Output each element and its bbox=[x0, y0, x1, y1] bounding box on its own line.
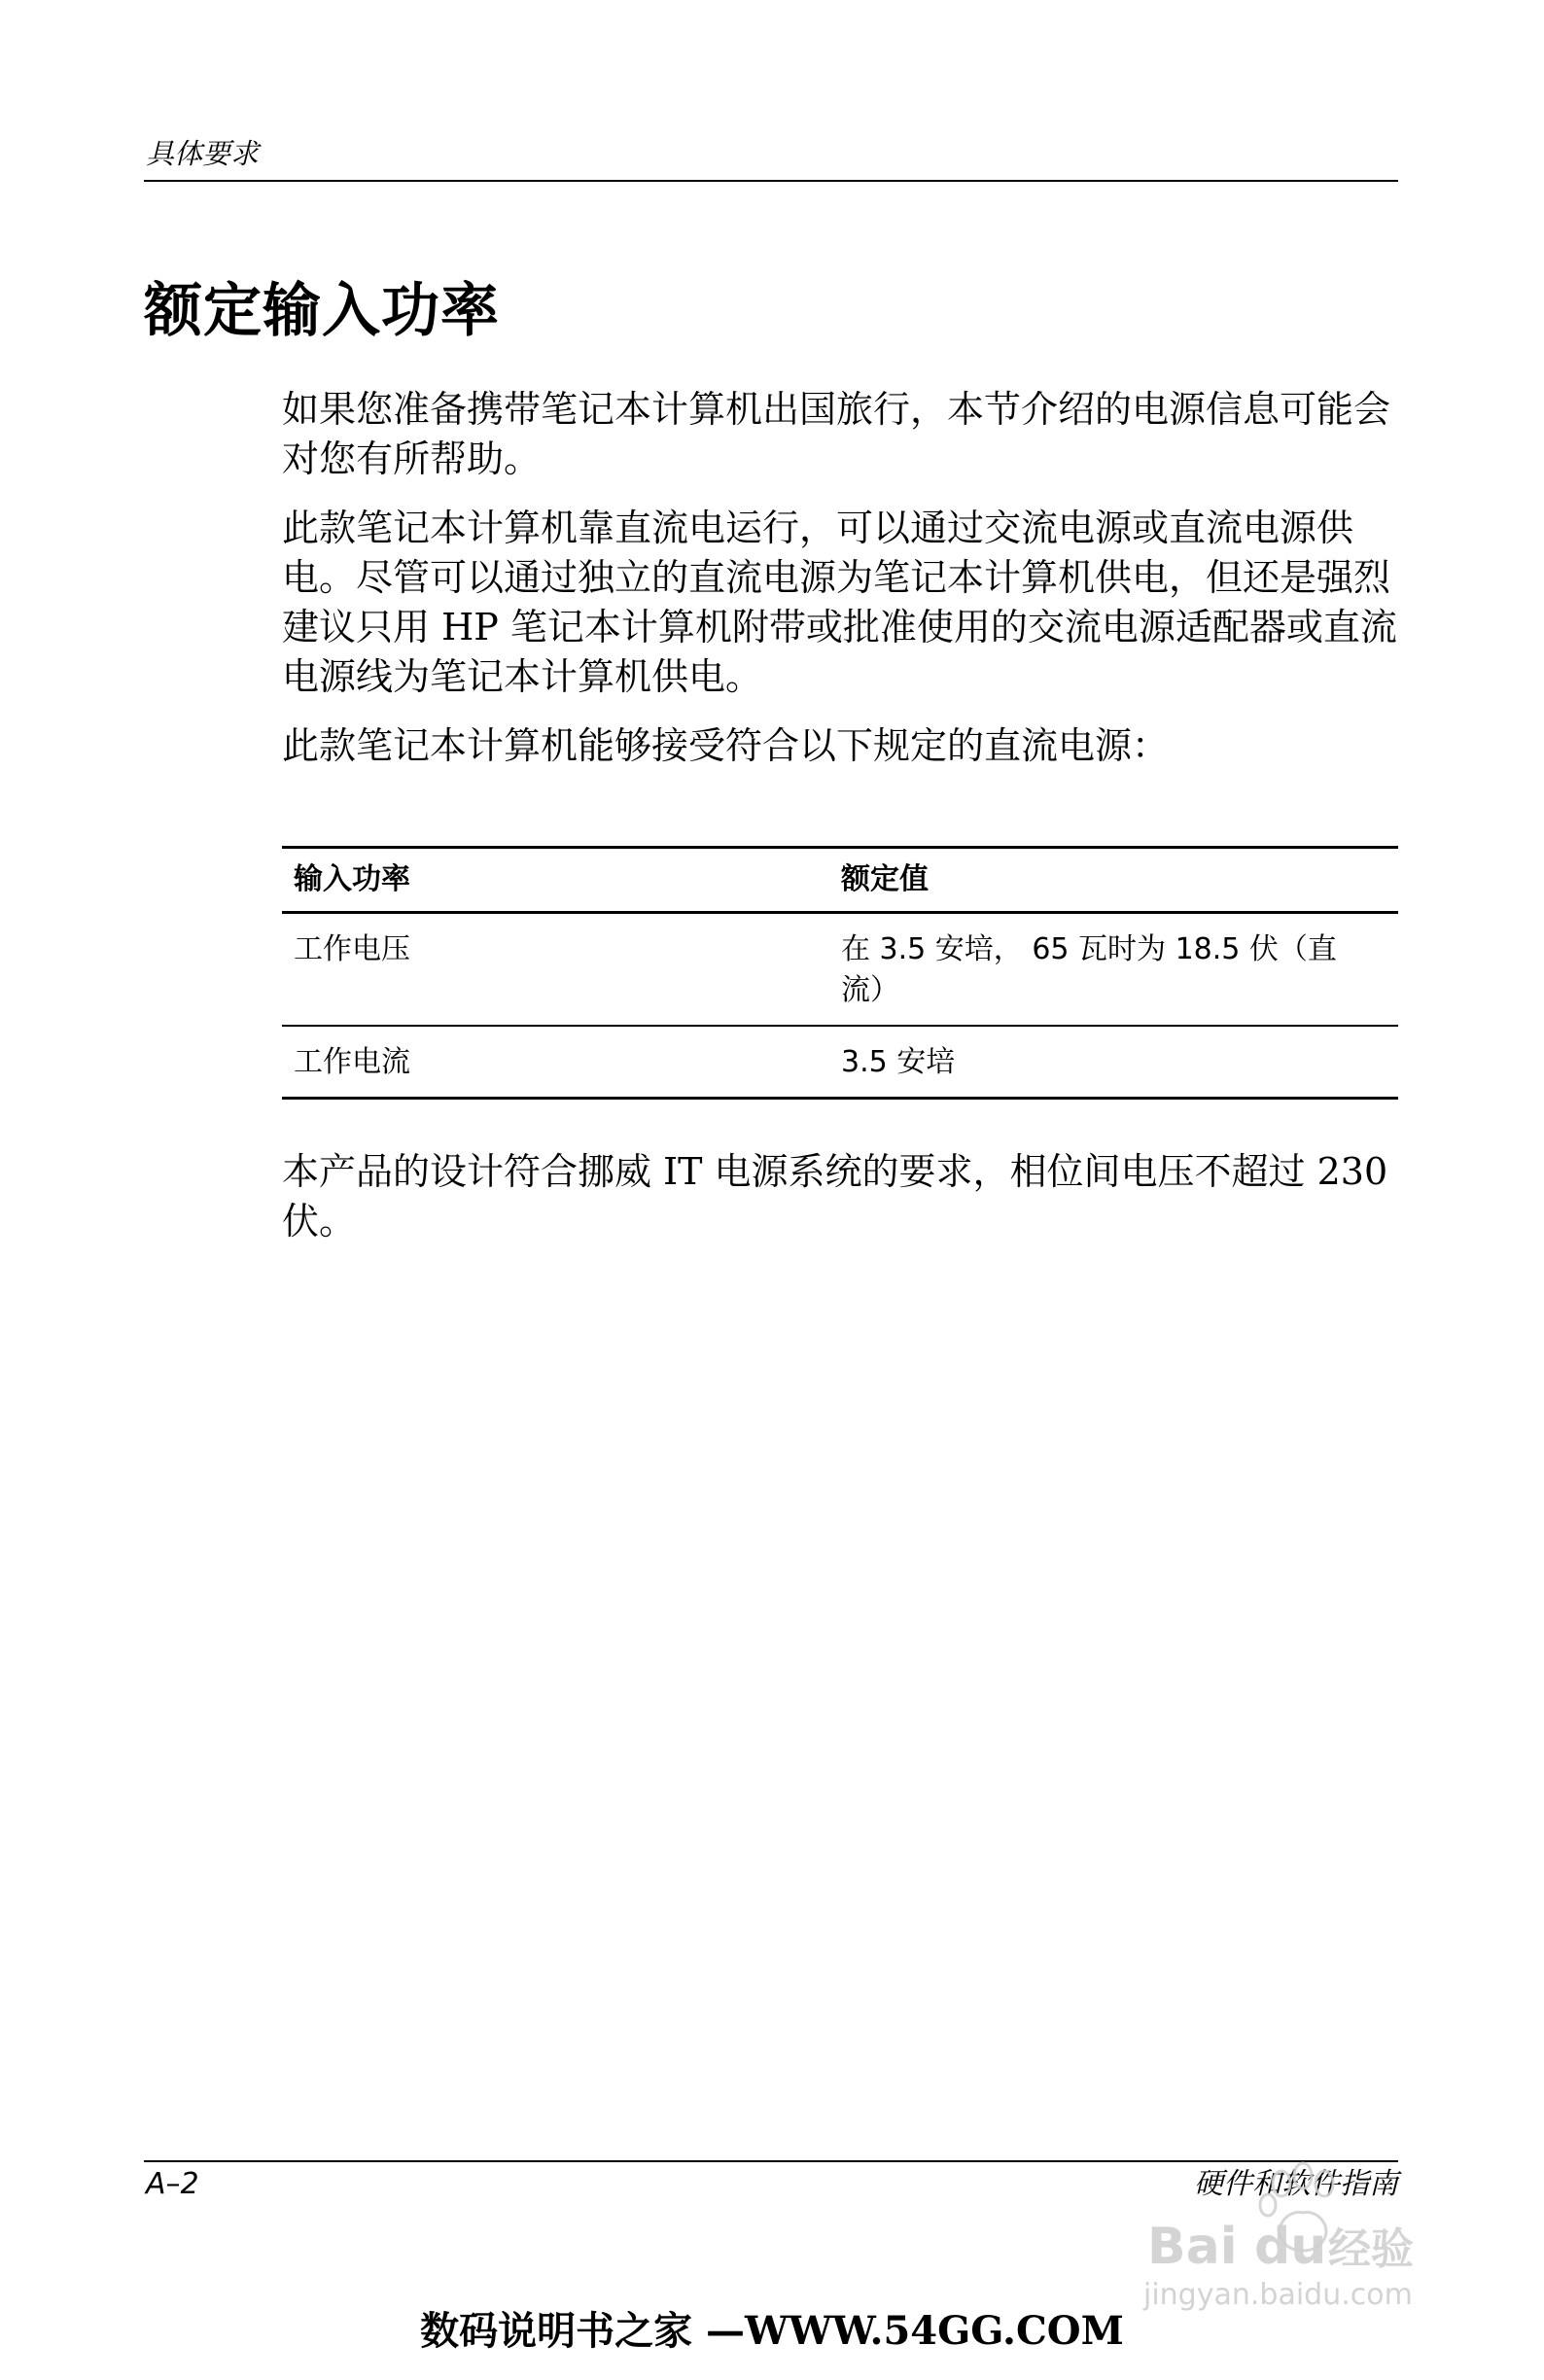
paragraph-norway-it bbox=[282, 1147, 1410, 1246]
paragraph-spec-intro bbox=[282, 721, 1410, 771]
watermark-url: jingyan.baidu.com bbox=[1143, 2278, 1413, 2312]
header-rule bbox=[144, 180, 1398, 182]
paragraph-text: 此款笔记本计算机靠直流电运行，可以通过交流电源或直流电源供电。尽管可以通过独立的直流电源为笔记本计算机供电，但还是强烈建议只用 HP 笔记本计算机附带或批准使用的交流电源适配器或直流电源线为笔记本计算机供电。 bbox=[282, 507, 1397, 698]
site-banner: 数码说明书之家 —WWW.54GG.COM bbox=[420, 2308, 1124, 2354]
svg-text:经验: 经验 bbox=[1328, 2224, 1414, 2274]
paragraph-dc-power bbox=[282, 504, 1410, 702]
table-cell: 工作电流 bbox=[294, 1045, 410, 1079]
running-header: 具体要求 bbox=[146, 137, 260, 170]
table-row bbox=[282, 913, 1398, 1027]
column-header-rating: 额定值 bbox=[841, 862, 929, 896]
page-number: A–2 bbox=[146, 2167, 199, 2201]
footer-book-title: 硬件和软件指南 bbox=[1194, 2167, 1398, 2201]
svg-text:Bai: Bai bbox=[1147, 2218, 1238, 2276]
table-header-row bbox=[282, 848, 1398, 913]
paragraph-text: 此款笔记本计算机能够接受符合以下规定的直流电源： bbox=[282, 724, 1170, 767]
table-cell: 3.5 安培 bbox=[841, 1045, 956, 1079]
paragraph-text: 如果您准备携带笔记本计算机出国旅行，本节介绍的电源信息可能会对您有所帮助。 bbox=[282, 388, 1391, 480]
table-row bbox=[282, 1026, 1398, 1099]
paragraph-text: 本产品的设计符合挪威 IT 电源系统的要求，相位间电压不超过 230 伏。 bbox=[282, 1150, 1388, 1242]
table-cell: 工作电压 bbox=[294, 932, 410, 966]
input-power-table bbox=[282, 846, 1398, 1100]
paragraph-intro bbox=[282, 385, 1410, 484]
table-cell: 在 3.5 安培， 65 瓦时为 18.5 伏（直流） bbox=[841, 932, 1337, 1007]
svg-text:du: du bbox=[1254, 2218, 1327, 2276]
section-title: 额定输入功率 bbox=[144, 277, 500, 345]
column-header-input-power: 输入功率 bbox=[294, 862, 410, 896]
footer-rule bbox=[144, 2160, 1398, 2162]
